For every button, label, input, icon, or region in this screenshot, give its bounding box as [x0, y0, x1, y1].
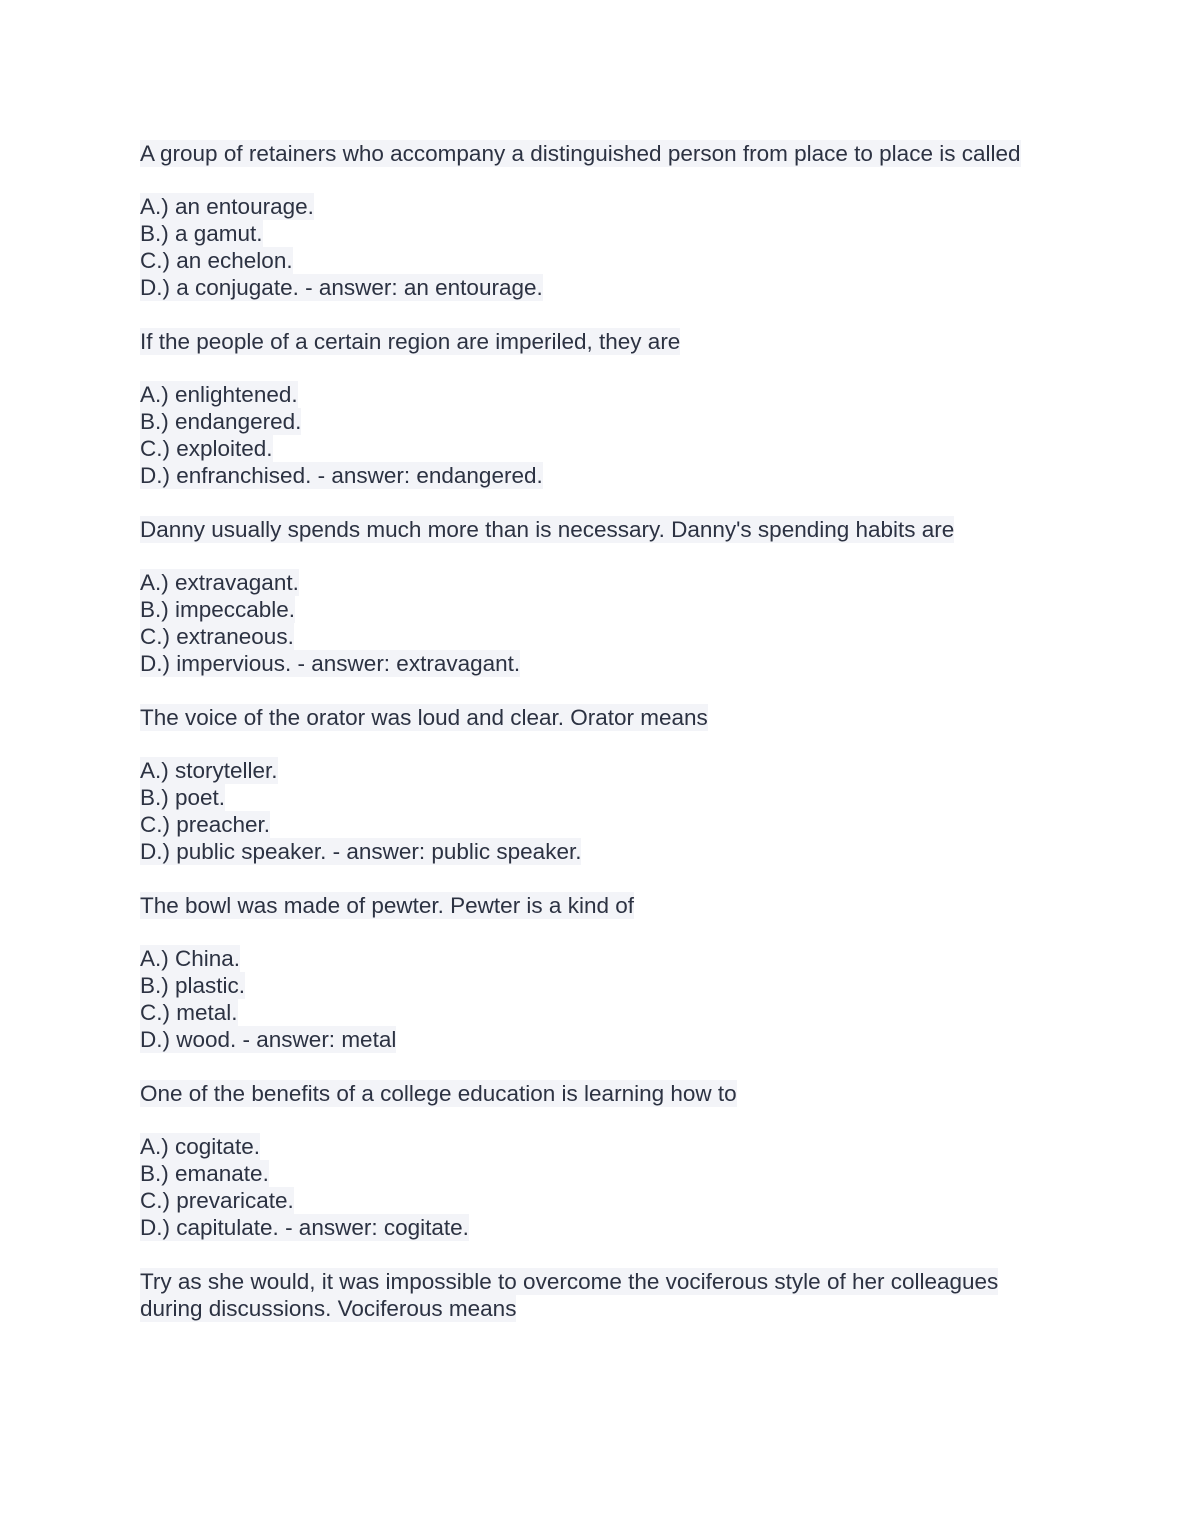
option-list [140, 193, 1050, 301]
question-text: Danny usually spends much more than is necessary. Danny's spending habits are [140, 517, 955, 542]
option-a: A.) China. [140, 946, 241, 971]
question-text: If the people of a certain region are imperiled, they are [140, 329, 681, 354]
question-block-1 [140, 140, 1050, 301]
option-d-answer: D.) enfranchised. - answer: endangered. [140, 463, 543, 488]
option-d-answer: D.) wood. - answer: metal [140, 1027, 397, 1052]
option-c: C.) preacher. [140, 812, 271, 837]
option-list [140, 757, 1050, 865]
option-list [140, 569, 1050, 677]
question-block-4 [140, 704, 1050, 865]
option-c: C.) metal. [140, 1000, 238, 1025]
option-b: B.) impeccable. [140, 597, 296, 622]
question-block-3 [140, 516, 1050, 677]
question-block-7 [140, 1268, 1050, 1322]
option-b: B.) emanate. [140, 1161, 269, 1186]
option-c: C.) extraneous. [140, 624, 294, 649]
option-b: B.) plastic. [140, 973, 246, 998]
option-list [140, 381, 1050, 489]
option-a: A.) storyteller. [140, 758, 278, 783]
question-block-2 [140, 328, 1050, 489]
option-d-answer: D.) capitulate. - answer: cogitate. [140, 1215, 469, 1240]
question-text: One of the benefits of a college education is learning how to [140, 1081, 737, 1106]
question-block-5 [140, 892, 1050, 1053]
question-block-6 [140, 1080, 1050, 1241]
question-text: A group of retainers who accompany a distinguished person from place to place is called [140, 141, 1021, 166]
option-a: A.) enlightened. [140, 382, 298, 407]
question-text: The voice of the orator was loud and clear. Orator means [140, 705, 708, 730]
option-d-answer: D.) impervious. - answer: extravagant. [140, 651, 521, 676]
question-text: The bowl was made of pewter. Pewter is a kind of [140, 893, 634, 918]
quiz-content [140, 140, 1050, 1348]
option-c: C.) exploited. [140, 436, 273, 461]
option-a: A.) an entourage. [140, 194, 314, 219]
option-c: C.) prevaricate. [140, 1188, 294, 1213]
option-b: B.) a gamut. [140, 221, 263, 246]
option-list [140, 945, 1050, 1053]
option-c: C.) an echelon. [140, 248, 293, 273]
option-list [140, 1133, 1050, 1241]
option-b: B.) endangered. [140, 409, 302, 434]
question-text: Try as she would, it was impossible to overcome the vociferous style of her colleagues during discussions. Vociferous means [140, 1269, 999, 1321]
option-b: B.) poet. [140, 785, 226, 810]
option-a: A.) cogitate. [140, 1134, 261, 1159]
option-d-answer: D.) a conjugate. - answer: an entourage. [140, 275, 543, 300]
option-a: A.) extravagant. [140, 570, 299, 595]
option-d-answer: D.) public speaker. - answer: public speaker. [140, 839, 582, 864]
